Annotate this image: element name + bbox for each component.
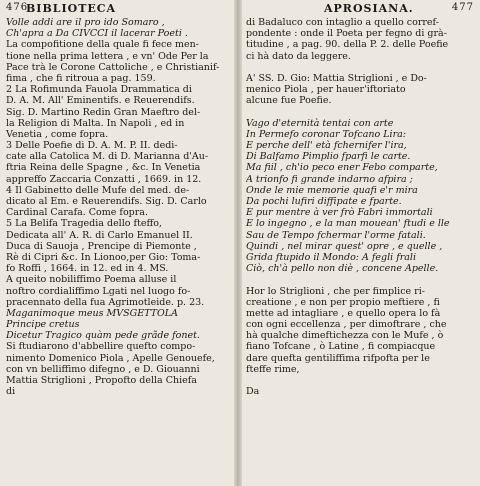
text-line: Quindi , nel mirar quest' opre , e quelle , — [246, 240, 443, 252]
text-line: Onde le mie memorie quafi e'r mira — [246, 184, 418, 196]
text-line — [246, 375, 474, 386]
text-line: Di Balfamo Pimplio fparfi le carte. — [246, 151, 411, 163]
text-line: Dicetur Tragico quàm pede grãde fonet. — [6, 330, 200, 342]
text-line: 3 Delle Poefie di D. A. M. P. II. dedi- — [6, 140, 178, 152]
text-line: E perche dell' età fchernifer l'ira, — [246, 140, 407, 152]
text-line: Grida ftupido il Mondo: A fegli frali — [246, 251, 417, 263]
text-line: Si ftudiarono d'abbellire quefto compo- — [6, 341, 196, 353]
text-line: Cardinal Carafa. Come fopra. — [6, 207, 148, 219]
text-line: A trionfo fi grande indarno afpira ; — [246, 173, 413, 185]
text-line: D. A. M. All' Eminentifs. e Reuerendifs. — [6, 95, 195, 107]
text-line: dare quefta gentiliffima rifpofta per le — [246, 352, 430, 364]
text-line: Principe cretus — [6, 319, 80, 331]
text-line: Dedicata all' A. R. di Carlo Emanuel II. — [6, 229, 193, 241]
left-page-number: 476 — [6, 2, 29, 13]
text-line: 5 La Belifa Tragedia dello fteffo, — [6, 218, 162, 230]
left-running-head — [6, 2, 230, 16]
text-line: di — [6, 386, 16, 398]
text-line: Ma fiil , ch'io peco ener Febo comparte, — [246, 162, 438, 174]
left-page-text — [6, 17, 230, 397]
text-line: Ch'apra a Da CIVCCI il lacerar Poeti . — [6, 28, 188, 40]
text-line — [246, 62, 474, 73]
text-line: 4 Il Gabinetto delle Mufe del med. de- — [6, 184, 190, 196]
text-line: Pace trà le Corone Cattoliche , e Christianif- — [6, 61, 220, 73]
text-line: con vn belliffimo difegno , e D. Giouanni — [6, 363, 200, 375]
text-line: Venetia , come fopra. — [6, 128, 109, 140]
text-line: Sig. D. Martino Redin Gran Maeftro del- — [6, 106, 201, 118]
text-line: fima , che fi ritroua a pag. 159. — [6, 72, 156, 84]
text-line: con ogni eccellenza , per dimoftrare , che — [246, 319, 447, 331]
text-line — [246, 107, 474, 118]
text-line: Da — [246, 386, 260, 398]
text-line: Duca di Sauoja , Prencipe di Piemonte , — [6, 240, 197, 252]
text-line: alcune fue Poefie. — [246, 95, 332, 107]
text-line: La compofitione della quale fi fece men- — [6, 39, 199, 51]
text-line: fteffe rime, — [246, 363, 300, 375]
text-line: ftria Reina delle Spagne , &c. In Venetia — [6, 162, 201, 174]
text-line: Da pochi lufiri diffipate e fparte. — [246, 196, 402, 207]
right-page-text — [246, 17, 474, 397]
text-line: appreffo Zaccaria Conzatti , 1669. in 12. — [6, 173, 202, 185]
right-page-number: 477 — [451, 2, 474, 13]
text-line: cate alla Catolica M. di D. Marianna d'Au- — [6, 151, 209, 163]
text-line: creatione , e non per propio meftiere , fi — [246, 296, 440, 308]
text-line: fiano Tofcane , ò Latine , fi compiacque — [246, 341, 436, 353]
right-running-head — [246, 2, 474, 16]
text-line: menico Piola , per hauer'iftoriato — [246, 84, 406, 96]
text-line: la Religion di Malta. In Napoli , ed in — [6, 117, 185, 129]
text-line — [246, 274, 474, 285]
text-line: noftro cordialiffimo Lgati nel luogo fo- — [6, 285, 191, 297]
text-line: Vago d'eternità tentai con arte — [246, 117, 394, 129]
text-line: dicato al Em. e Reuerendifs. Sig. D. Carlo — [6, 196, 207, 207]
text-line: E lo ingegno , e la man mouean' ftudi e lle — [246, 218, 450, 230]
text-line: hà qualche dimeftichezza con le Mufe , ò — [246, 330, 444, 342]
text-line: Rè di Cipri &c. In Lionoo,per Gio: Toma- — [6, 251, 201, 263]
text-line: Sau de Tempo fchermar l'orme fatali. — [246, 229, 426, 241]
text-line: A' SS. D. Gio: Mattia Striglioni , e Do- — [246, 72, 427, 84]
text-line: Volle addi are il pro ido Somaro , — [6, 17, 165, 28]
text-line: E pur mentre à ver frò Fabri immortali — [246, 207, 433, 219]
right-running-title: APROSIANA. — [324, 2, 414, 15]
left-page — [0, 0, 236, 486]
text-line: di Badaluco con intaglio a quello corref- — [246, 17, 439, 28]
text-line: tione nella prima lettera , e vn' Ode Per la — [6, 50, 209, 62]
text-line: ci hà dato da leggere. — [246, 50, 351, 62]
right-page — [240, 0, 480, 486]
text-line: In Permefo coronar Tofcano Lira: — [246, 128, 406, 140]
text-line: 2 La Rofimunda Fauola Drammatica di — [6, 84, 192, 96]
text-line: pondente : onde il Poeta per fegno di grà- — [246, 28, 447, 40]
text-line: pracennato della fua Agrimotleide. p. 23. — [6, 296, 205, 308]
text-line: Maganimoque meus MVSGETTOLA — [6, 307, 178, 319]
text-line: nimento Domenico Piola , Apelle Genouefe, — [6, 352, 215, 364]
text-line: fo Roffi , 1664. in 12. ed in 4. MS. — [6, 263, 169, 275]
text-line: Ciò, ch'à pello non diè , concene Apelle. — [246, 263, 439, 275]
left-running-title: BIBLIOTECA — [26, 2, 117, 15]
text-line: A queito nobiliffimo Poema alluse il — [6, 274, 177, 286]
text-line: Hor lo Striglioni , che per fimplice ri- — [246, 285, 425, 297]
text-line: titudine , a pag. 90. della P. 2. delle Poefie — [246, 39, 449, 51]
text-line: Mattia Striglioni , Propofto della Chiefa — [6, 375, 197, 386]
text-line: mette ad intagliare , e quello opera lo fà — [246, 307, 441, 319]
